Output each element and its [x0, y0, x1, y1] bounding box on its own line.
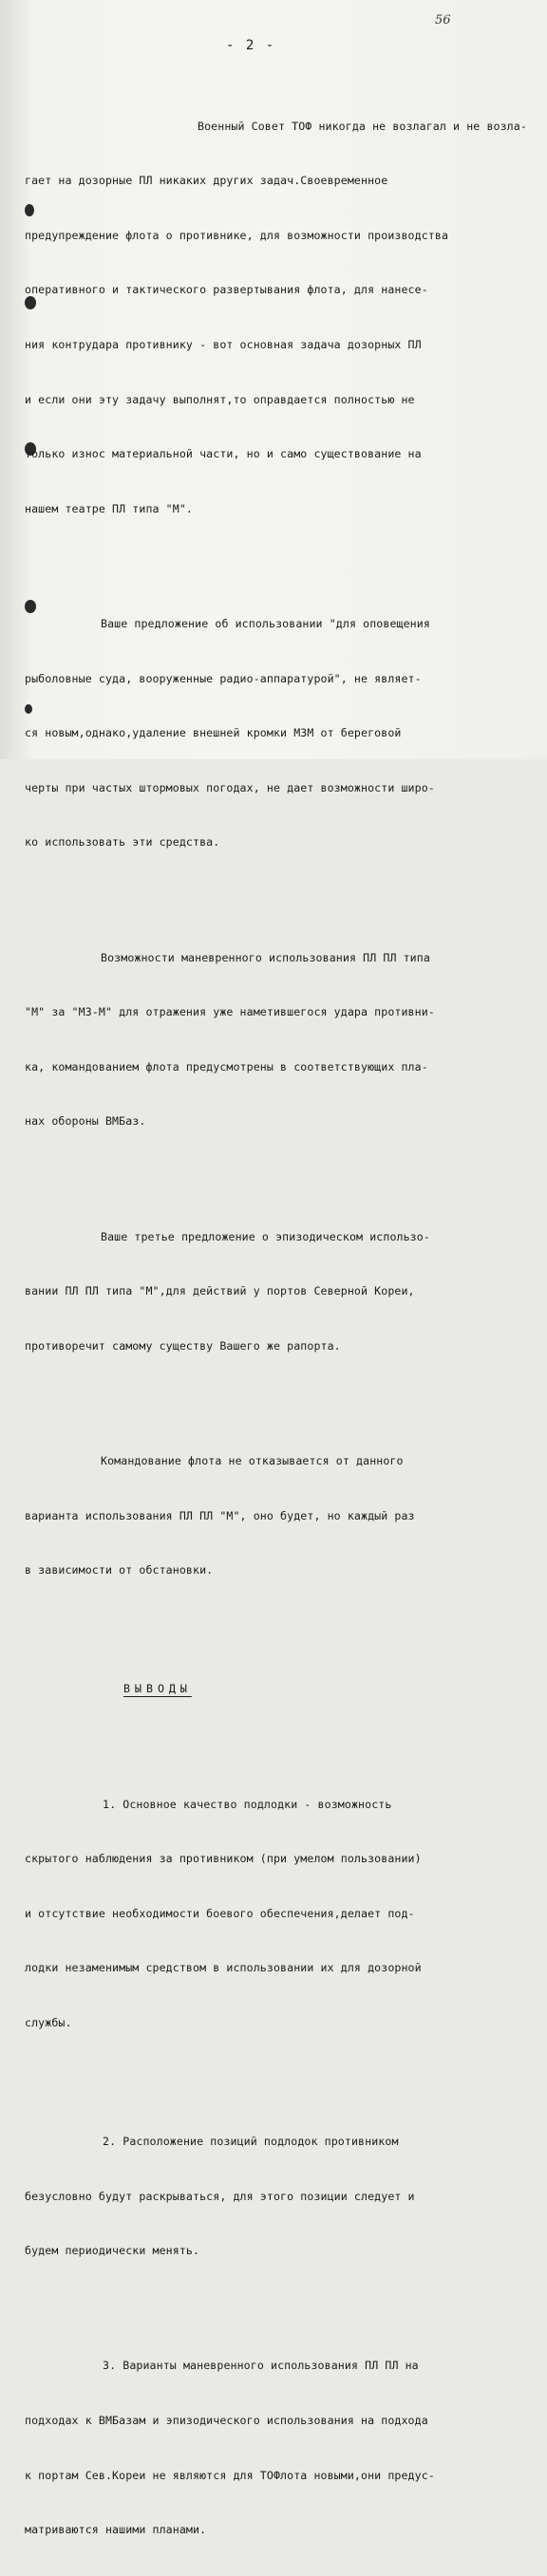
text-line: нах обороны ВМБаз.	[25, 1114, 146, 1129]
text-line: в зависимости от обстановки.	[25, 1563, 214, 1577]
text-line: и если они эту задачу выполнят,то оправдается полностью не	[25, 392, 415, 406]
text-line: 1. Основное качество подлодки - возможность	[103, 1797, 392, 1811]
text-line: только износ материальной части, но и само существование на	[25, 447, 422, 461]
binder-hole	[25, 704, 32, 714]
text-line: 2. Расположение позиций подлодок противником	[103, 2135, 399, 2149]
conclusions-heading: ВЫВОДЫ	[123, 1682, 192, 1696]
text-line: лодки незаменимым средством в использовании их для дозорной	[25, 1961, 422, 1975]
text-line: Ваше третье предложение о эпизодическом использо-	[101, 1229, 430, 1243]
text-line: безусловно будут раскрываться, для этого позиции следует и	[25, 2189, 415, 2203]
text-line: черты при частых штормовых погодах, не дает возможности широ-	[25, 780, 435, 794]
text-line: Военный Совет ТОФ никогда не возлагал и не возла-	[198, 119, 527, 133]
text-line: ся новым,однако,удаление внешней кромки МЗМ от береговой	[25, 726, 402, 740]
text-line: гает на дозорные ПЛ никаких других задач.Своевременное	[25, 174, 388, 188]
text-line: Возможности маневренного использования ПЛ ПЛ типа	[101, 950, 430, 964]
text-line: ка, командованием флота предусмотрены в соответствующих пла-	[25, 1059, 428, 1073]
page-number: - 2 -	[226, 38, 276, 53]
text-line: оперативного и тактического развертывания флота, для нанесе-	[25, 283, 428, 297]
text-line: матриваются нашими планами.	[25, 2523, 207, 2537]
text-line: ния контрудара противнику - вот основная задача дозорных ПЛ	[25, 337, 422, 351]
binder-hole	[25, 204, 34, 216]
text-line: службы.	[25, 2015, 72, 2029]
text-line: рыболовные суда, вооруженные радио-аппаратурой", не являет-	[25, 671, 422, 685]
text-line: "М" за "МЗ-М" для отражения уже наметившегося удара противни-	[25, 1005, 435, 1019]
text-line: подходах к ВМБазам и эпизодического использования на подхода	[25, 2414, 428, 2428]
text-line: и отсутствие необходимости боевого обеспечения,делает под-	[25, 1906, 415, 1920]
text-line: Ваше предложение об использовании "для оповещения	[101, 616, 430, 630]
text-line: ко использовать эти средства.	[25, 835, 220, 849]
archive-page-number: 56	[435, 13, 451, 28]
text-line: нашем театре ПЛ типа "М".	[25, 501, 194, 515]
text-line: к портам Сев.Кореи не являются для ТОФлота новыми,они предус-	[25, 2468, 435, 2482]
text-line: 3. Варианты маневренного использования ПЛ ПЛ на	[103, 2359, 419, 2373]
document-body	[25, 63, 541, 2576]
binder-hole	[25, 600, 36, 613]
text-line: предупреждение флота о противнике, для возможности производства	[25, 228, 449, 242]
text-line: противоречит самому существу Вашего же рапорта.	[25, 1338, 341, 1353]
text-line: будем периодически менять.	[25, 2244, 200, 2258]
text-line: скрытого наблюдения за противником (при умелом пользовании)	[25, 1852, 422, 1866]
text-line: варианта использования ПЛ ПЛ "М", оно будет, но каждый раз	[25, 1508, 415, 1522]
text-line: Командование флота не отказывается от данного	[101, 1453, 404, 1467]
text-line: вании ПЛ ПЛ типа "М",для действий у портов Северной Кореи,	[25, 1284, 415, 1298]
